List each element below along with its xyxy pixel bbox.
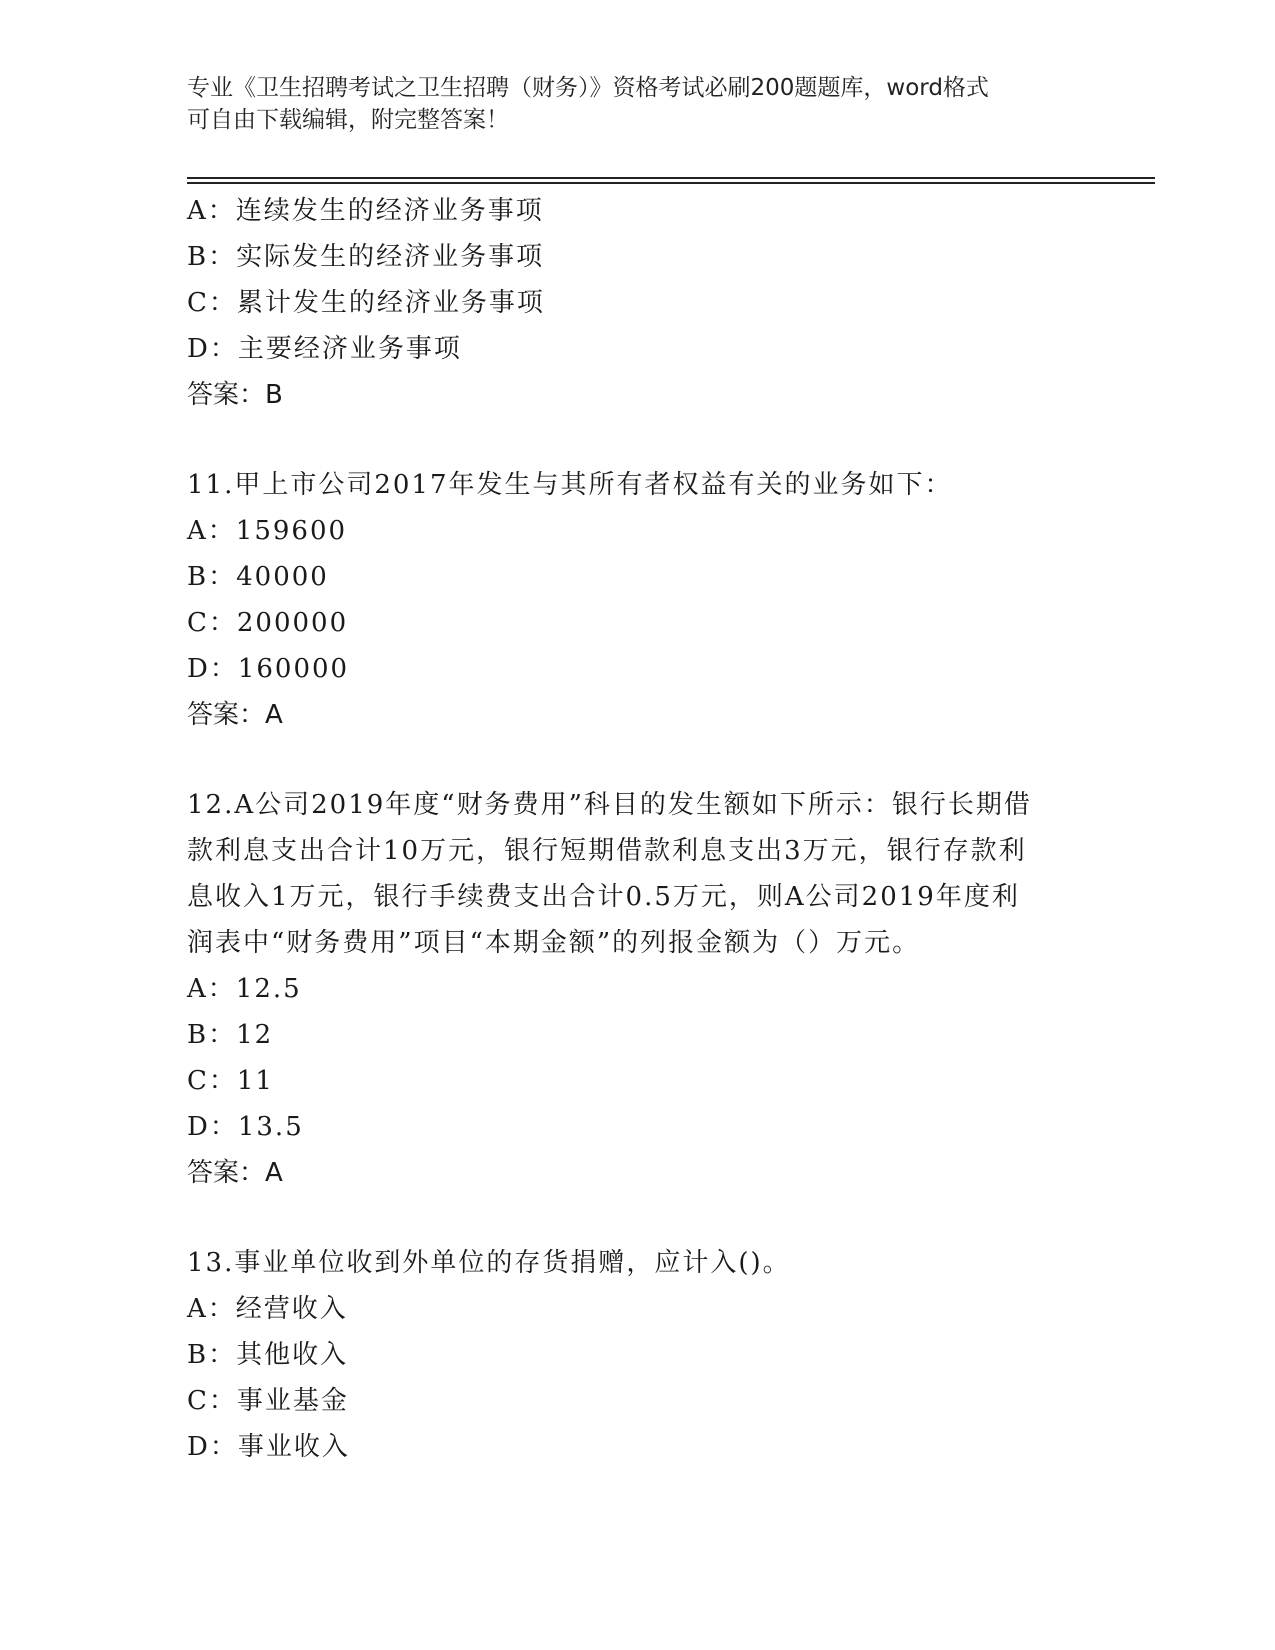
header-line-2: 可自由下载编辑，附完整答案！: [187, 107, 509, 133]
question-list: [187, 188, 1087, 1470]
option-d: D：13.5: [187, 1112, 304, 1142]
option-b: B：12: [187, 1020, 274, 1050]
option-a: A：连续发生的经济业务事项: [187, 196, 544, 226]
question-text: 13.事业单位收到外单位的存货捐赠，应计入()。: [187, 1248, 791, 1278]
answer-line: 答案：B: [187, 380, 283, 410]
spacer: [187, 1196, 1087, 1240]
answer-line: 答案：A: [187, 1158, 283, 1188]
answer-line: 答案：A: [187, 700, 283, 730]
option-a: A：159600: [187, 516, 348, 546]
document-header: [187, 72, 1067, 136]
question-block: [187, 188, 1087, 418]
option-d: D：主要经济业务事项: [187, 334, 462, 364]
option-b: B：其他收入: [187, 1340, 349, 1370]
option-b: B：实际发生的经济业务事项: [187, 242, 545, 272]
question-text: 11.甲上市公司2017年发生与其所有者权益有关的业务如下：: [187, 470, 953, 500]
question-text: 润表中“财务费用”项目“本期金额”的列报金额为（）万元。: [187, 928, 921, 958]
option-d: D：160000: [187, 654, 350, 684]
option-a: A：12.5: [187, 974, 302, 1004]
spacer: [187, 738, 1087, 782]
option-c: C：累计发生的经济业务事项: [187, 288, 545, 318]
option-b: B：40000: [187, 562, 329, 592]
question-text: 款利息支出合计10万元，银行短期借款利息支出3万元，银行存款利: [187, 836, 1027, 866]
question-block: [187, 1240, 1087, 1470]
option-c: C：事业基金: [187, 1386, 349, 1416]
header-line-1: 专业《卫生招聘考试之卫生招聘（财务）》资格考试必刷200题题库，word格式: [187, 75, 989, 101]
question-block: [187, 462, 1087, 738]
option-a: A：经营收入: [187, 1294, 348, 1324]
question-text: 12.A公司2019年度“财务费用”科目的发生额如下所示：银行长期借: [187, 790, 1032, 820]
question-block: [187, 782, 1087, 1196]
option-c: C：11: [187, 1066, 274, 1096]
header-rule-top: [187, 177, 1155, 179]
question-text: 息收入1万元，银行手续费支出合计0.5万元，则A公司2019年度利: [187, 882, 1020, 912]
option-d: D：事业收入: [187, 1432, 350, 1462]
spacer: [187, 418, 1087, 462]
option-c: C：200000: [187, 608, 349, 638]
header-rule-bottom: [187, 182, 1155, 184]
